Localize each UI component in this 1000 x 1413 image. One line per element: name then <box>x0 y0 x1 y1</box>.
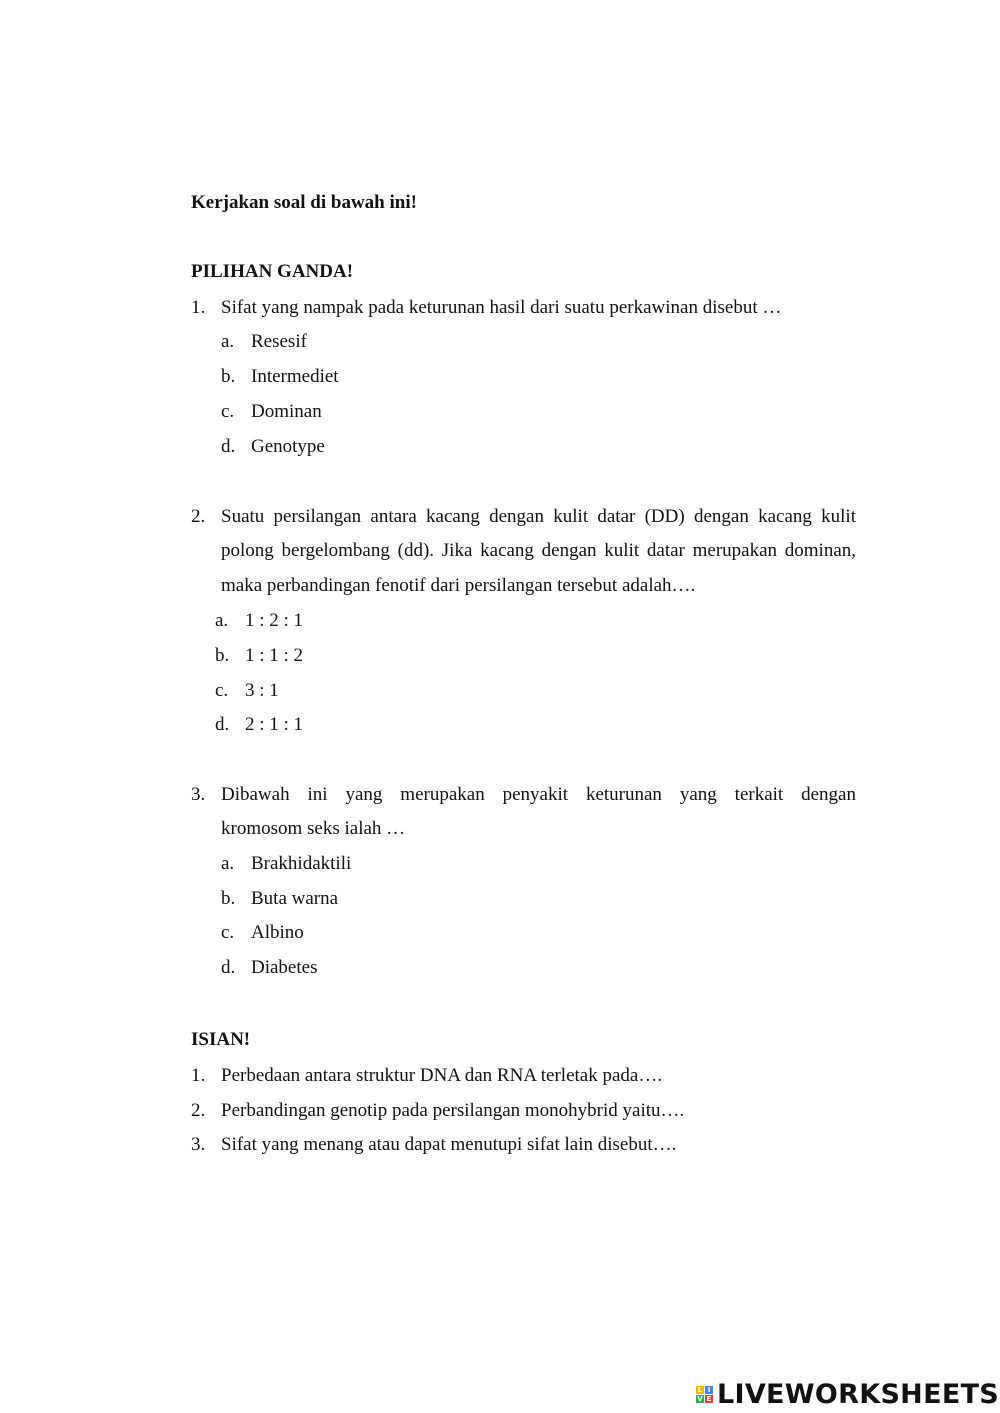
q1-option-c[interactable]: Dominan <box>251 401 322 422</box>
multiple-choice-title: PILIHAN GANDA! <box>191 261 354 282</box>
q2-option-b[interactable]: 1 : 1 : 2 <box>245 645 304 666</box>
fill-in-2-text: Perbandingan genotip pada persilangan monohybrid yaitu…. <box>221 1100 685 1121</box>
question-2-line-3: maka perbandingan fenotif dari persilangan tersebut adalah…. <box>221 575 696 596</box>
question-3-line-1: Dibawah ini yang merupakan penyakit keturunan yang terkait dengan <box>221 784 856 805</box>
fill-in-2-number: 2. <box>191 1100 206 1121</box>
q1-option-a-letter: a. <box>221 331 235 352</box>
logo-text: LIVEWORKSHEETS <box>717 1378 1000 1410</box>
question-3-number: 3. <box>191 784 206 805</box>
q1-option-b-letter: b. <box>221 366 236 387</box>
q1-option-b[interactable]: Intermediet <box>251 366 339 387</box>
q1-option-d[interactable]: Genotype <box>251 436 325 457</box>
question-2-line-1: Suatu persilangan antara kacang dengan kulit datar (DD) dengan kacang kulit <box>221 506 856 527</box>
q2-option-d-letter: d. <box>215 714 230 735</box>
question-3-line-2: kromosom seks ialah … <box>221 818 406 839</box>
q3-option-c-letter: c. <box>221 922 235 943</box>
q2-option-a[interactable]: 1 : 2 : 1 <box>245 610 304 631</box>
question-1-text: Sifat yang nampak pada keturunan hasil dari suatu perkawinan disebut … <box>221 297 782 318</box>
q2-option-b-letter: b. <box>215 645 230 666</box>
fill-in-1-number: 1. <box>191 1065 206 1086</box>
question-1-number: 1. <box>191 297 206 318</box>
q3-option-c[interactable]: Albino <box>251 922 304 943</box>
question-2-line-2: polong bergelombang (dd). Jika kacang dengan kulit datar merupakan dominan, <box>221 540 856 561</box>
instruction-heading: Kerjakan soal di bawah ini! <box>191 192 417 213</box>
q3-option-b-letter: b. <box>221 888 236 909</box>
q2-option-c-letter: c. <box>215 680 229 701</box>
liveworksheets-logo <box>696 1376 999 1412</box>
q2-option-a-letter: a. <box>215 610 229 631</box>
logo-tile-i: I <box>705 1386 713 1394</box>
q1-option-d-letter: d. <box>221 436 236 457</box>
q1-option-a[interactable]: Resesif <box>251 331 307 352</box>
fill-in-3-number: 3. <box>191 1134 206 1155</box>
question-2-number: 2. <box>191 506 206 527</box>
q3-option-a-letter: a. <box>221 853 235 874</box>
q3-option-a[interactable]: Brakhidaktili <box>251 853 352 874</box>
fill-in-3-text: Sifat yang menang atau dapat menutupi sifat lain disebut…. <box>221 1134 677 1155</box>
q3-option-d-letter: d. <box>221 957 236 978</box>
q2-option-c[interactable]: 3 : 1 <box>245 680 279 701</box>
logo-tile-e: E <box>706 1394 712 1403</box>
q3-option-b[interactable]: Buta warna <box>251 888 339 909</box>
q1-option-c-letter: c. <box>221 401 235 422</box>
logo-tile-v: V <box>697 1394 703 1403</box>
q3-option-d[interactable]: Diabetes <box>251 957 318 978</box>
logo-grid-icon <box>696 1386 713 1403</box>
fill-in-title: ISIAN! <box>191 1029 251 1050</box>
q2-option-d[interactable]: 2 : 1 : 1 <box>245 714 304 735</box>
fill-in-1-text: Perbedaan antara struktur DNA dan RNA terletak pada…. <box>221 1065 663 1086</box>
logo-tile-l: L <box>697 1385 703 1394</box>
